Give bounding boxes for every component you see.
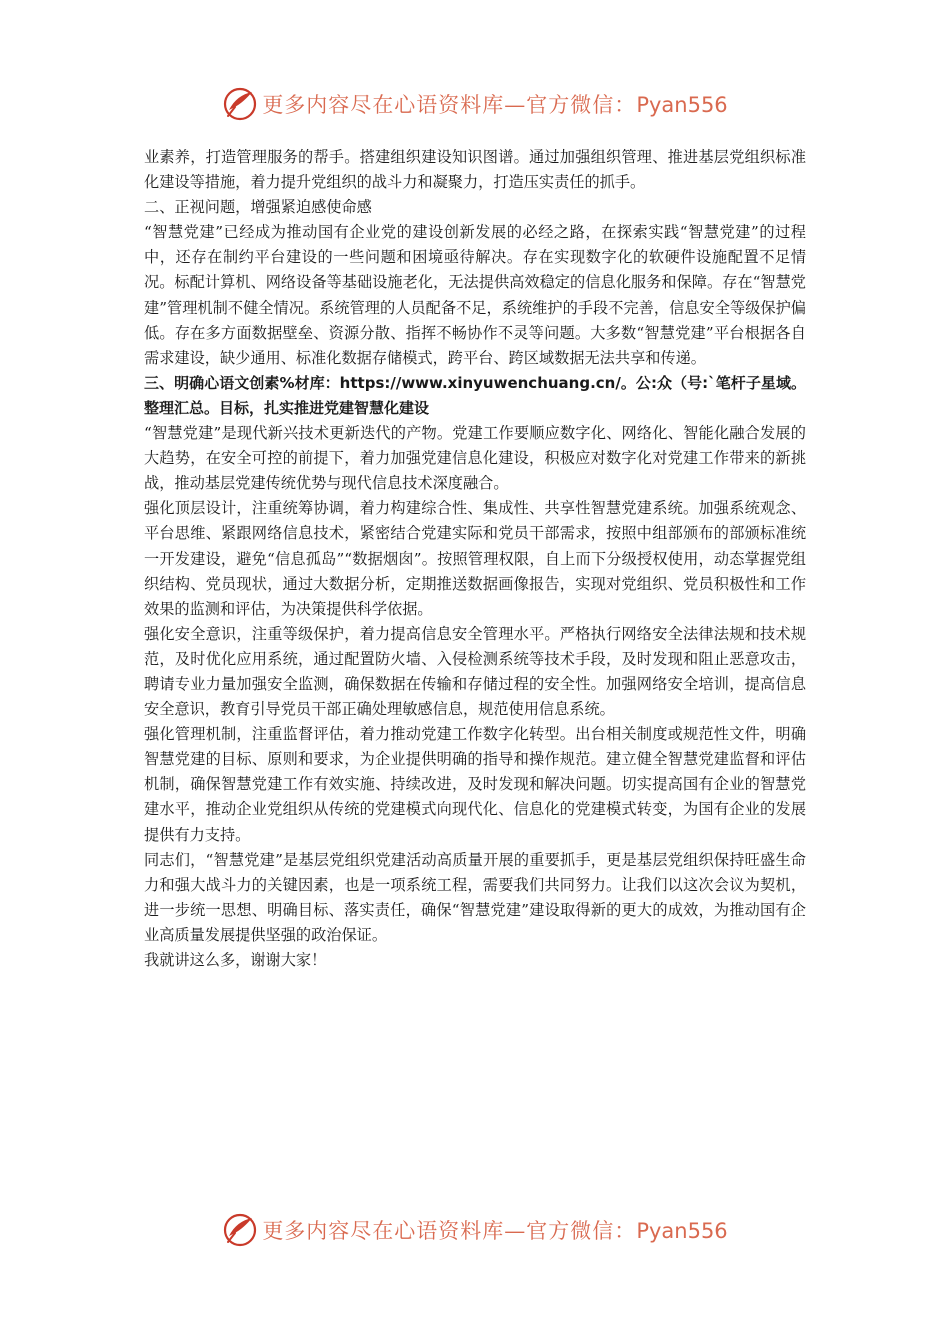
quill-logo-icon [222, 1212, 258, 1248]
paragraph: 强化管理机制，注重监督评估，着力推动党建工作数字化转型。出台相关制度或规范性文件，明确智慧党建的目标、原则和要求，为企业提供明确的指导和操作规范。建立健全智慧党建监督和评估机制，确保智慧党建工作有效实施、持续改进，及时发现和解决问题。切实提高国有企业的智慧党建水平，推动企业党组织从传统的党建模式向现代化、信息化的党建模式转变，为国有企业的发展提供有力支持。 [144, 725, 806, 844]
paragraph: 业素养，打造管理服务的帮手。搭建组织建设知识图谱。通过加强组织管理、推进基层党组织标准化建设等措施，着力提升党组织的战斗力和凝聚力，打造压实责任的抓手。 [144, 148, 806, 192]
paragraph: 强化顶层设计，注重统筹协调，着力构建综合性、集成性、共享性智慧党建系统。加强系统观念、平台思维、紧跟网络信息技术，紧密结合党建实际和党员干部需求，按照中组部颁布的部颁标准统一开发建设，避免“信息孤岛”“数据烟囱”。按照管理权限，自上而下分级授权使用，动态掌握党组织结构、党员现状，通过大数据分析，定期推送数据画像报告，实现对党组织、党员积极性和工作效果的监测和评估，为决策提供科学依据。 [144, 499, 806, 618]
document-body [144, 145, 806, 973]
paragraph: 强化安全意识，注重等级保护，着力提高信息安全管理水平。严格执行网络安全法律法规和技术规范，及时优化应用系统，通过配置防火墙、入侵检测系统等技术手段，及时发现和阻止恶意攻击，聘请专业力量加强安全监测，确保数据在传输和存储过程的安全性。加强网络安全培训，提高信息安全意识，教育引导党员干部正确处理敏感信息，规范使用信息系统。 [144, 624, 806, 719]
banner-wechat-id: Pyan556 [636, 93, 728, 117]
closing-line: 我就讲这么多，谢谢大家！ [144, 951, 327, 969]
banner-text: 更多内容尽在心语资料库—官方微信：Pyan556 [262, 93, 728, 117]
header-banner [0, 84, 950, 124]
section-heading: 三、明确心语文创素%材库：https://www.xinyuwenchuang.cn/。公:众（号:`笔杆子星域。整理汇总。目标，扎实推进党建智慧化建设 [144, 373, 806, 417]
section-heading: 二、正视问题，增强紧迫感使命感 [144, 198, 372, 217]
paragraph: 同志们，“智慧党建”是基层党组织党建活动高质量开展的重要抓手，更是基层党组织保持旺盛生命力和强大战斗力的关键因素，也是一项系统工程，需要我们共同努力。让我们以这次会议为契机，进一步统一思想、明确目标、落实责任，确保“智慧党建”建设取得新的更大的成效，为推动国有企业高质量发展提供坚强的政治保证。 [144, 850, 806, 944]
paragraph: “智慧党建”已经成为推动国有企业党的建设创新发展的必经之路，在探索实践“智慧党建”的过程中，还存在制约平台建设的一些问题和困境亟待解决。存在实现数字化的软硬件设施配置不足情况。标配计算机、网络设备等基础设施老化，无法提供高效稳定的信息化服务和保障。存在“智慧党建”管理机制不健全情况。系统管理的人员配备不足，系统维护的手段不完善，信息安全等级保护偏低。存在多方面数据壁垒、资源分散、指挥不畅协作不灵等问题。大多数“智慧党建”平台根据各自需求建设，缺少通用、标准化数据存储模式，跨平台、跨区域数据无法共享和传递。 [144, 223, 806, 367]
footer-banner [0, 1210, 950, 1250]
paragraph: “智慧党建”是现代新兴技术更新迭代的产物。党建工作要顺应数字化、网络化、智能化融合发展的大趋势，在安全可控的前提下，着力加强党建信息化建设，积极应对数字化对党建工作带来的新挑战，推动基层党建传统优势与现代信息技术深度融合。 [144, 424, 806, 493]
banner-text: 更多内容尽在心语资料库—官方微信：Pyan556 [262, 1219, 728, 1243]
quill-logo-icon [222, 86, 258, 122]
banner-wechat-id: Pyan556 [636, 1219, 728, 1243]
